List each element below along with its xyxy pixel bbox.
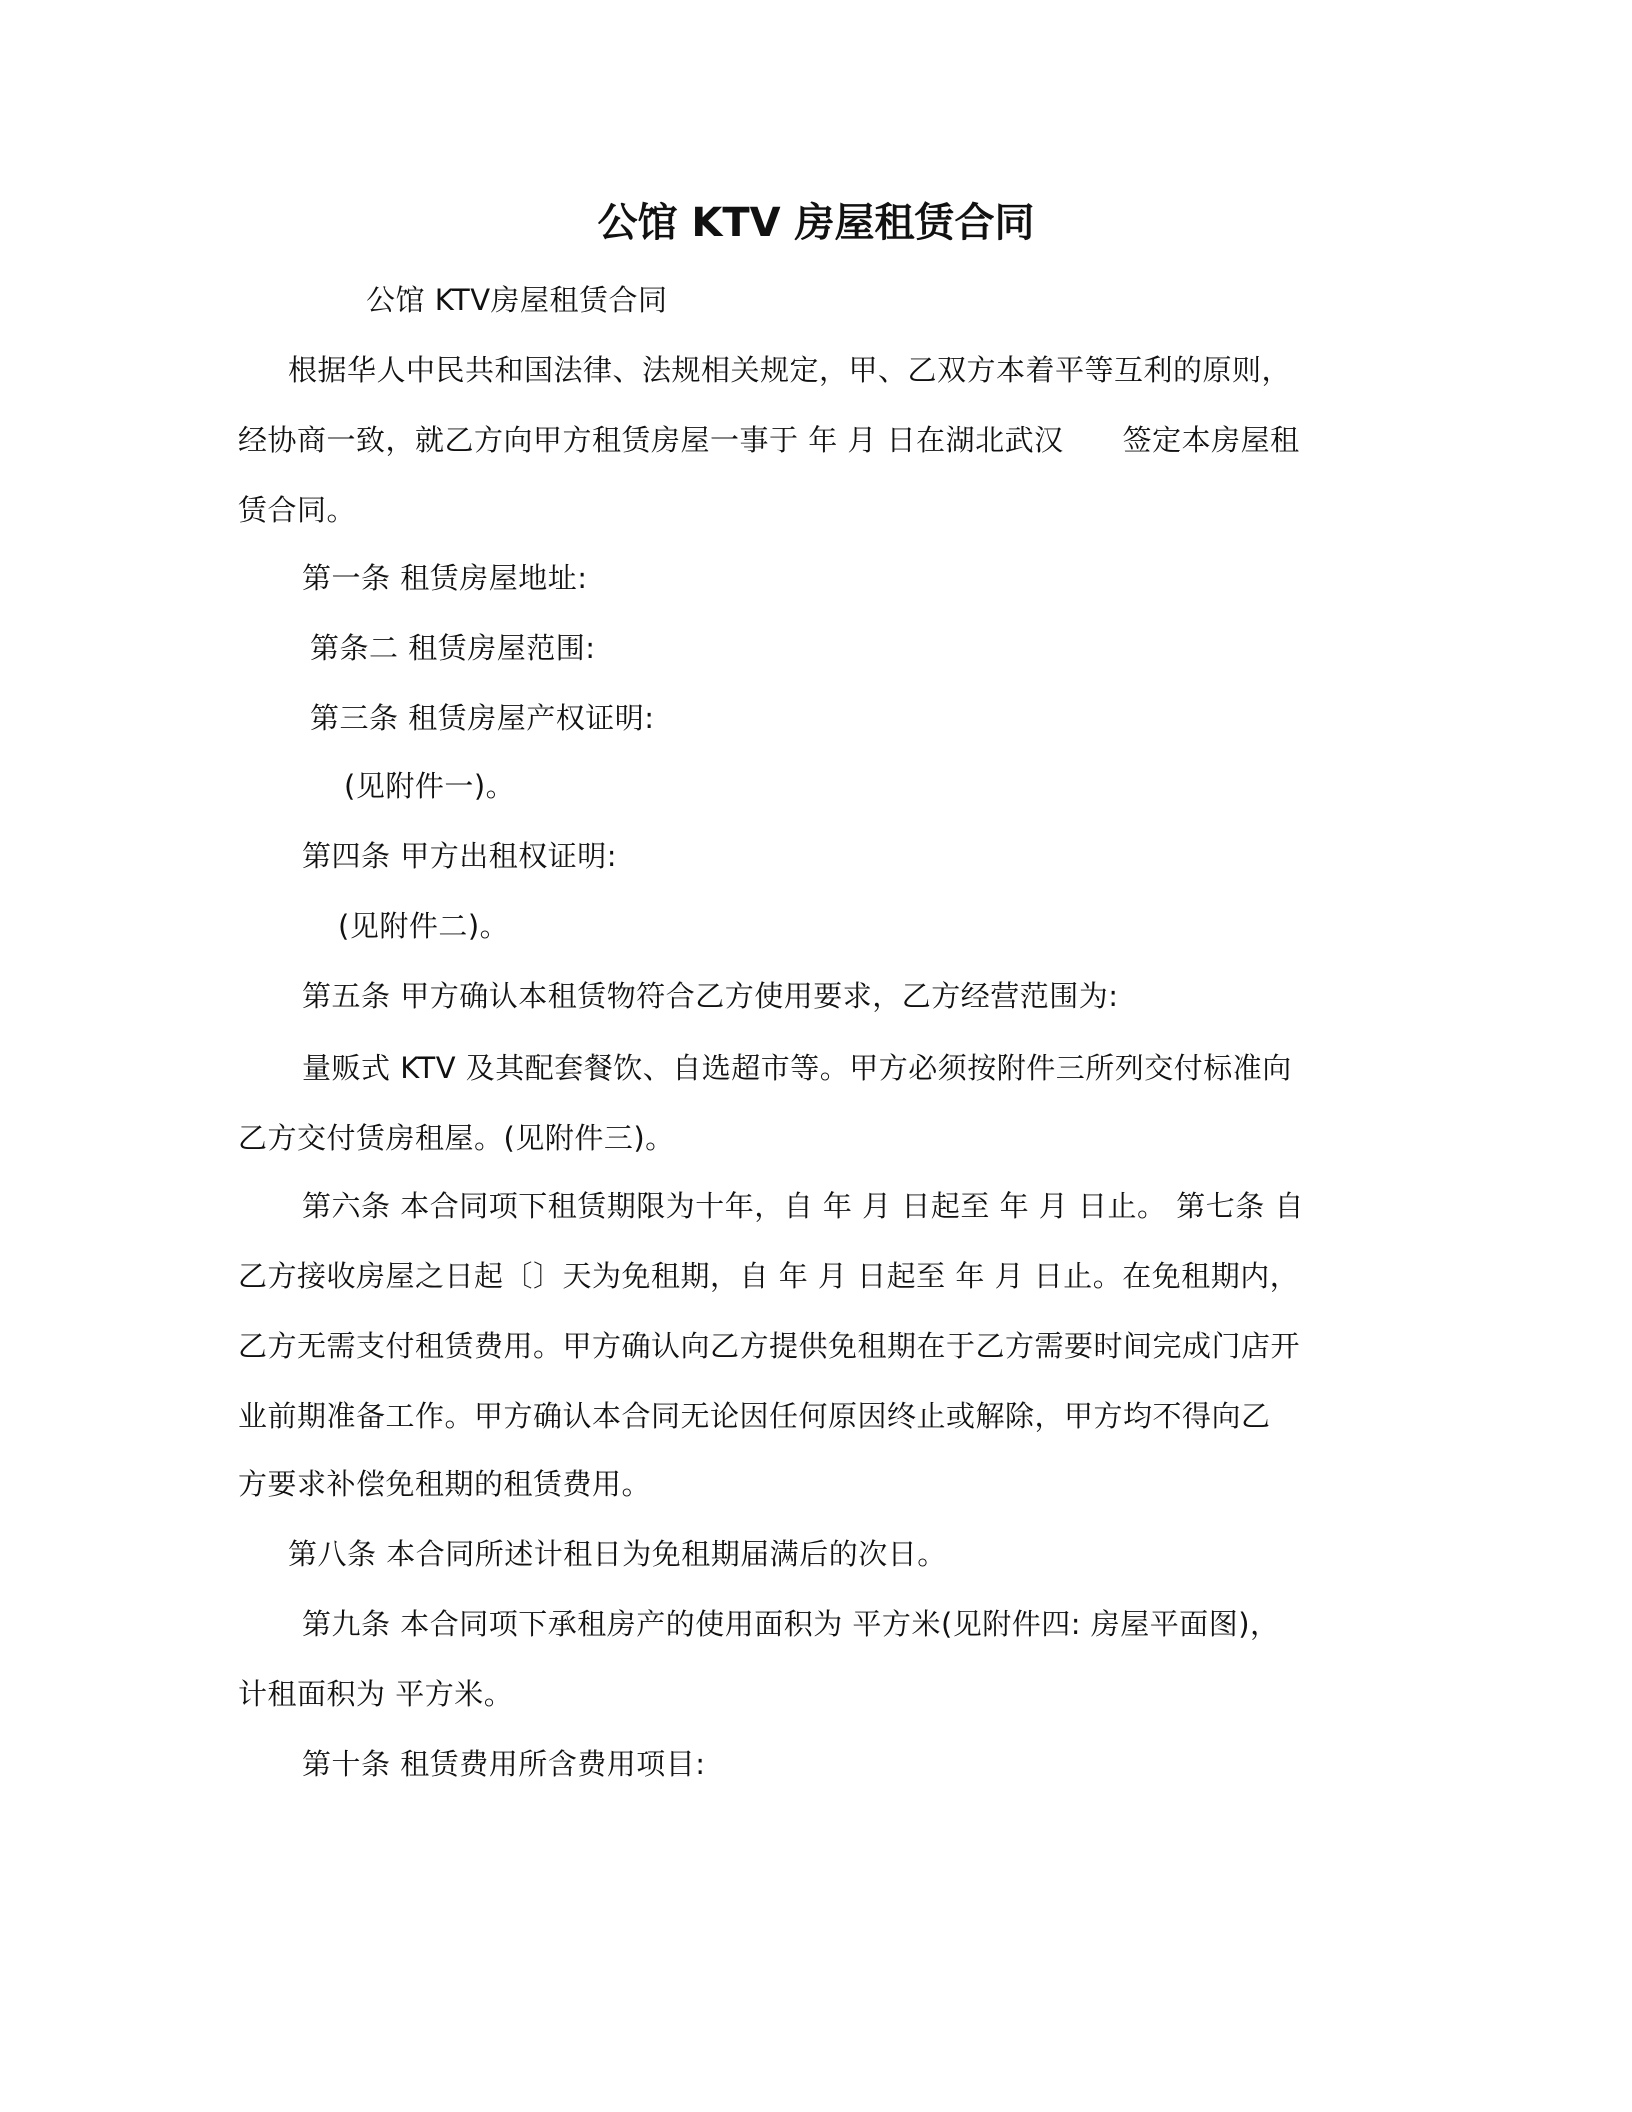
clause-heading: 第一条 租赁房屋地址: — [302, 561, 588, 595]
paragraph-line: 根据华人中民共和国法律、法规相关规定，甲、乙双方本着平等互利的原则， — [288, 353, 1292, 387]
paragraph-line: 经协商一致，就乙方向甲方租赁房屋一事于 年 月 日在湖北武汉 签定本房屋租 — [238, 423, 1300, 457]
clause-heading: 第五条 甲方确认本租赁物符合乙方使用要求，乙方经营范围为: — [302, 979, 1119, 1013]
paragraph-line: 乙方无需支付租赁费用。甲方确认向乙方提供免租期在于乙方需要时间完成门店开 — [238, 1329, 1301, 1363]
paragraph-line: 计租面积为 平方米。 — [238, 1677, 514, 1711]
paragraph-line: 量贩式 KTV 及其配套餐饮、自选超市等。甲方必须按附件三所列交付标准向 — [302, 1051, 1292, 1085]
paragraph-line: 第九条 本合同项下承租房产的使用面积为 平方米(见附件四: 房屋平面图)， — [302, 1607, 1280, 1641]
clause-heading: 第十条 租赁费用所含费用项目: — [302, 1747, 706, 1781]
paragraph-line: 乙方接收房屋之日起〔〕天为免租期，自 年 月 日起至 年 月 日止。在免租期内， — [238, 1259, 1300, 1293]
clause-heading: 第条二 租赁房屋范围: — [310, 631, 596, 665]
clause-heading: 第四条 甲方出租权证明: — [302, 839, 617, 873]
document-subtitle: 公馆 KTV房屋租赁合同 — [366, 283, 668, 317]
attachment-note: (见附件二)。 — [338, 909, 510, 943]
paragraph-line: 业前期准备工作。甲方确认本合同无论因任何原因终止或解除，甲方均不得向乙 — [238, 1399, 1271, 1433]
clause-heading: 第八条 本合同所述计租日为免租期届满后的次日。 — [288, 1537, 947, 1571]
paragraph-line: 乙方交付赁房租屋。(见附件三)。 — [238, 1121, 675, 1155]
paragraph-line: 方要求补偿免租期的租赁费用。 — [238, 1467, 652, 1501]
clause-heading: 第三条 租赁房屋产权证明: — [310, 701, 655, 735]
attachment-note: (见附件一)。 — [344, 769, 516, 803]
paragraph-line: 第六条 本合同项下租赁期限为十年，自 年 月 日起至 年 月 日止。 第七条 自 — [302, 1189, 1304, 1223]
document-title: 公馆 KTV 房屋租赁合同 — [597, 200, 1035, 246]
paragraph-line: 赁合同。 — [238, 493, 357, 527]
